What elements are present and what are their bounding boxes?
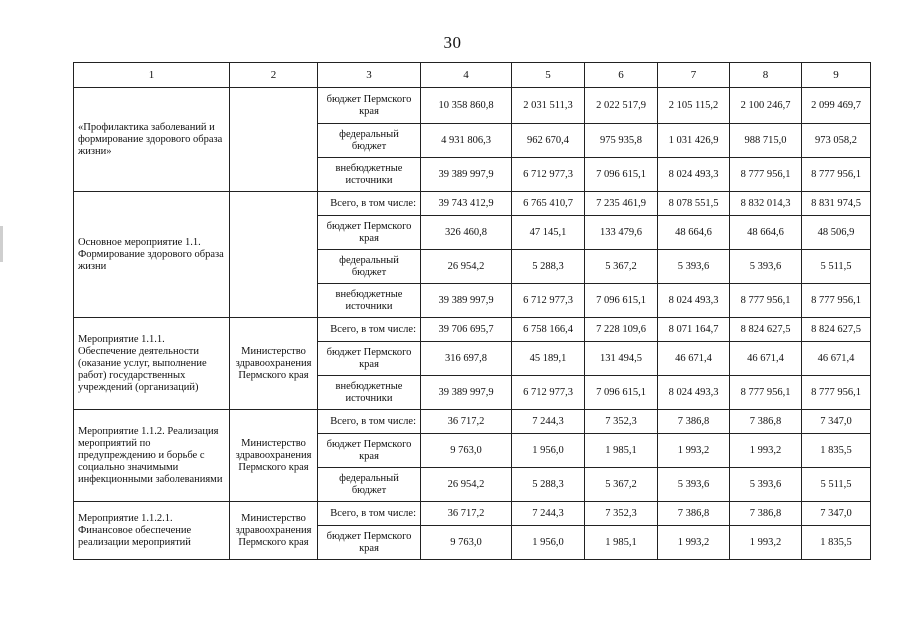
value-cell: 1 031 426,9 [658, 124, 730, 158]
header-row [74, 63, 871, 88]
value-cell: 133 479,6 [585, 216, 658, 250]
program-name: Мероприятие 1.1.2. Реализация мероприятий по предупреждению и борьбе с социально значимыми инфекционными заболеваниями [74, 410, 230, 502]
value-cell: 39 389 997,9 [421, 158, 512, 192]
value-cell: 26 954,2 [421, 250, 512, 284]
value-cell: 973 058,2 [802, 124, 871, 158]
table-row [74, 502, 871, 526]
value-cell: 1 993,2 [658, 434, 730, 468]
value-cell: 7 386,8 [658, 410, 730, 434]
value-cell: 8 832 014,3 [730, 192, 802, 216]
value-cell: 6 758 166,4 [512, 318, 585, 342]
value-cell: 7 096 615,1 [585, 284, 658, 318]
funding-source: внебюджетные источники [318, 376, 421, 410]
scan-edge-mark [0, 226, 3, 262]
value-cell: 316 697,8 [421, 342, 512, 376]
value-cell: 26 954,2 [421, 468, 512, 502]
value-cell: 9 763,0 [421, 526, 512, 560]
funding-source: федеральный бюджет [318, 468, 421, 502]
value-cell: 6 712 977,3 [512, 284, 585, 318]
value-cell: 7 096 615,1 [585, 376, 658, 410]
value-cell: 1 956,0 [512, 434, 585, 468]
value-cell: 5 511,5 [802, 250, 871, 284]
value-cell: 48 506,9 [802, 216, 871, 250]
funding-source: Всего, в том числе: [318, 502, 421, 526]
value-cell: 7 244,3 [512, 410, 585, 434]
value-cell: 39 706 695,7 [421, 318, 512, 342]
column-header: 3 [318, 63, 421, 88]
value-cell: 7 386,8 [658, 502, 730, 526]
value-cell: 8 024 493,3 [658, 284, 730, 318]
value-cell: 8 071 164,7 [658, 318, 730, 342]
table-row [74, 318, 871, 342]
value-cell: 8 824 627,5 [802, 318, 871, 342]
value-cell: 7 386,8 [730, 502, 802, 526]
value-cell: 7 352,3 [585, 410, 658, 434]
executor-cell: Министерство здравоохранения Пермского края [230, 318, 318, 410]
executor-cell [230, 88, 318, 192]
value-cell: 6 712 977,3 [512, 376, 585, 410]
column-header: 7 [658, 63, 730, 88]
budget-table [73, 62, 871, 560]
table-row [74, 410, 871, 434]
column-header: 1 [74, 63, 230, 88]
funding-source: федеральный бюджет [318, 250, 421, 284]
column-header: 8 [730, 63, 802, 88]
funding-source: федеральный бюджет [318, 124, 421, 158]
value-cell: 1 835,5 [802, 434, 871, 468]
value-cell: 39 743 412,9 [421, 192, 512, 216]
program-name: Мероприятие 1.1.1. Обеспечение деятельности (оказание услуг, выполнение работ) государственных учреждений (организаций) [74, 318, 230, 410]
value-cell: 6 712 977,3 [512, 158, 585, 192]
value-cell: 131 494,5 [585, 342, 658, 376]
column-header: 4 [421, 63, 512, 88]
value-cell: 7 096 615,1 [585, 158, 658, 192]
value-cell: 7 352,3 [585, 502, 658, 526]
value-cell: 47 145,1 [512, 216, 585, 250]
funding-source: Всего, в том числе: [318, 318, 421, 342]
value-cell: 2 099 469,7 [802, 88, 871, 124]
value-cell: 988 715,0 [730, 124, 802, 158]
funding-source: внебюджетные источники [318, 158, 421, 192]
value-cell: 5 393,6 [730, 250, 802, 284]
value-cell: 6 765 410,7 [512, 192, 585, 216]
value-cell: 7 386,8 [730, 410, 802, 434]
value-cell: 5 393,6 [658, 468, 730, 502]
value-cell: 1 985,1 [585, 434, 658, 468]
value-cell: 8 777 956,1 [802, 158, 871, 192]
funding-source: бюджет Пермского края [318, 88, 421, 124]
value-cell: 36 717,2 [421, 502, 512, 526]
table-row [74, 192, 871, 216]
value-cell: 975 935,8 [585, 124, 658, 158]
table-row [74, 88, 871, 124]
value-cell: 4 931 806,3 [421, 124, 512, 158]
funding-source: бюджет Пермского края [318, 434, 421, 468]
value-cell: 1 993,2 [730, 526, 802, 560]
column-header: 5 [512, 63, 585, 88]
funding-source: бюджет Пермского края [318, 526, 421, 560]
program-name: «Профилактика заболеваний и формирование здорового образа жизни» [74, 88, 230, 192]
funding-source: бюджет Пермского края [318, 342, 421, 376]
value-cell: 8 777 956,1 [802, 376, 871, 410]
executor-cell: Министерство здравоохранения Пермского края [230, 502, 318, 560]
value-cell: 8 824 627,5 [730, 318, 802, 342]
value-cell: 8 777 956,1 [802, 284, 871, 318]
value-cell: 8 831 974,5 [802, 192, 871, 216]
value-cell: 10 358 860,8 [421, 88, 512, 124]
value-cell: 39 389 997,9 [421, 284, 512, 318]
value-cell: 5 393,6 [658, 250, 730, 284]
value-cell: 8 078 551,5 [658, 192, 730, 216]
executor-cell [230, 192, 318, 318]
funding-source: Всего, в том числе: [318, 410, 421, 434]
value-cell: 7 347,0 [802, 410, 871, 434]
value-cell: 8 777 956,1 [730, 376, 802, 410]
value-cell: 5 511,5 [802, 468, 871, 502]
value-cell: 48 664,6 [730, 216, 802, 250]
value-cell: 326 460,8 [421, 216, 512, 250]
column-header: 6 [585, 63, 658, 88]
value-cell: 5 367,2 [585, 250, 658, 284]
page-number: 30 [443, 33, 462, 52]
column-header: 2 [230, 63, 318, 88]
program-name: Мероприятие 1.1.2.1. Финансовое обеспечение реализации мероприятий [74, 502, 230, 560]
value-cell: 7 244,3 [512, 502, 585, 526]
value-cell: 7 228 109,6 [585, 318, 658, 342]
value-cell: 5 393,6 [730, 468, 802, 502]
value-cell: 5 288,3 [512, 250, 585, 284]
value-cell: 46 671,4 [730, 342, 802, 376]
value-cell: 2 031 511,3 [512, 88, 585, 124]
value-cell: 1 956,0 [512, 526, 585, 560]
value-cell: 5 367,2 [585, 468, 658, 502]
value-cell: 8 777 956,1 [730, 284, 802, 318]
value-cell: 2 022 517,9 [585, 88, 658, 124]
value-cell: 1 993,2 [658, 526, 730, 560]
value-cell: 1 985,1 [585, 526, 658, 560]
value-cell: 8 024 493,3 [658, 158, 730, 192]
value-cell: 39 389 997,9 [421, 376, 512, 410]
value-cell: 9 763,0 [421, 434, 512, 468]
funding-source: бюджет Пермского края [318, 216, 421, 250]
executor-cell: Министерство здравоохранения Пермского края [230, 410, 318, 502]
value-cell: 2 100 246,7 [730, 88, 802, 124]
value-cell: 36 717,2 [421, 410, 512, 434]
program-name: Основное мероприятие 1.1. Формирование здорового образа жизни [74, 192, 230, 318]
value-cell: 1 993,2 [730, 434, 802, 468]
value-cell: 48 664,6 [658, 216, 730, 250]
value-cell: 46 671,4 [658, 342, 730, 376]
funding-source: внебюджетные источники [318, 284, 421, 318]
value-cell: 46 671,4 [802, 342, 871, 376]
value-cell: 45 189,1 [512, 342, 585, 376]
value-cell: 8 024 493,3 [658, 376, 730, 410]
column-header: 9 [802, 63, 871, 88]
value-cell: 1 835,5 [802, 526, 871, 560]
value-cell: 7 347,0 [802, 502, 871, 526]
value-cell: 5 288,3 [512, 468, 585, 502]
funding-source: Всего, в том числе: [318, 192, 421, 216]
value-cell: 8 777 956,1 [730, 158, 802, 192]
value-cell: 7 235 461,9 [585, 192, 658, 216]
value-cell: 2 105 115,2 [658, 88, 730, 124]
value-cell: 962 670,4 [512, 124, 585, 158]
